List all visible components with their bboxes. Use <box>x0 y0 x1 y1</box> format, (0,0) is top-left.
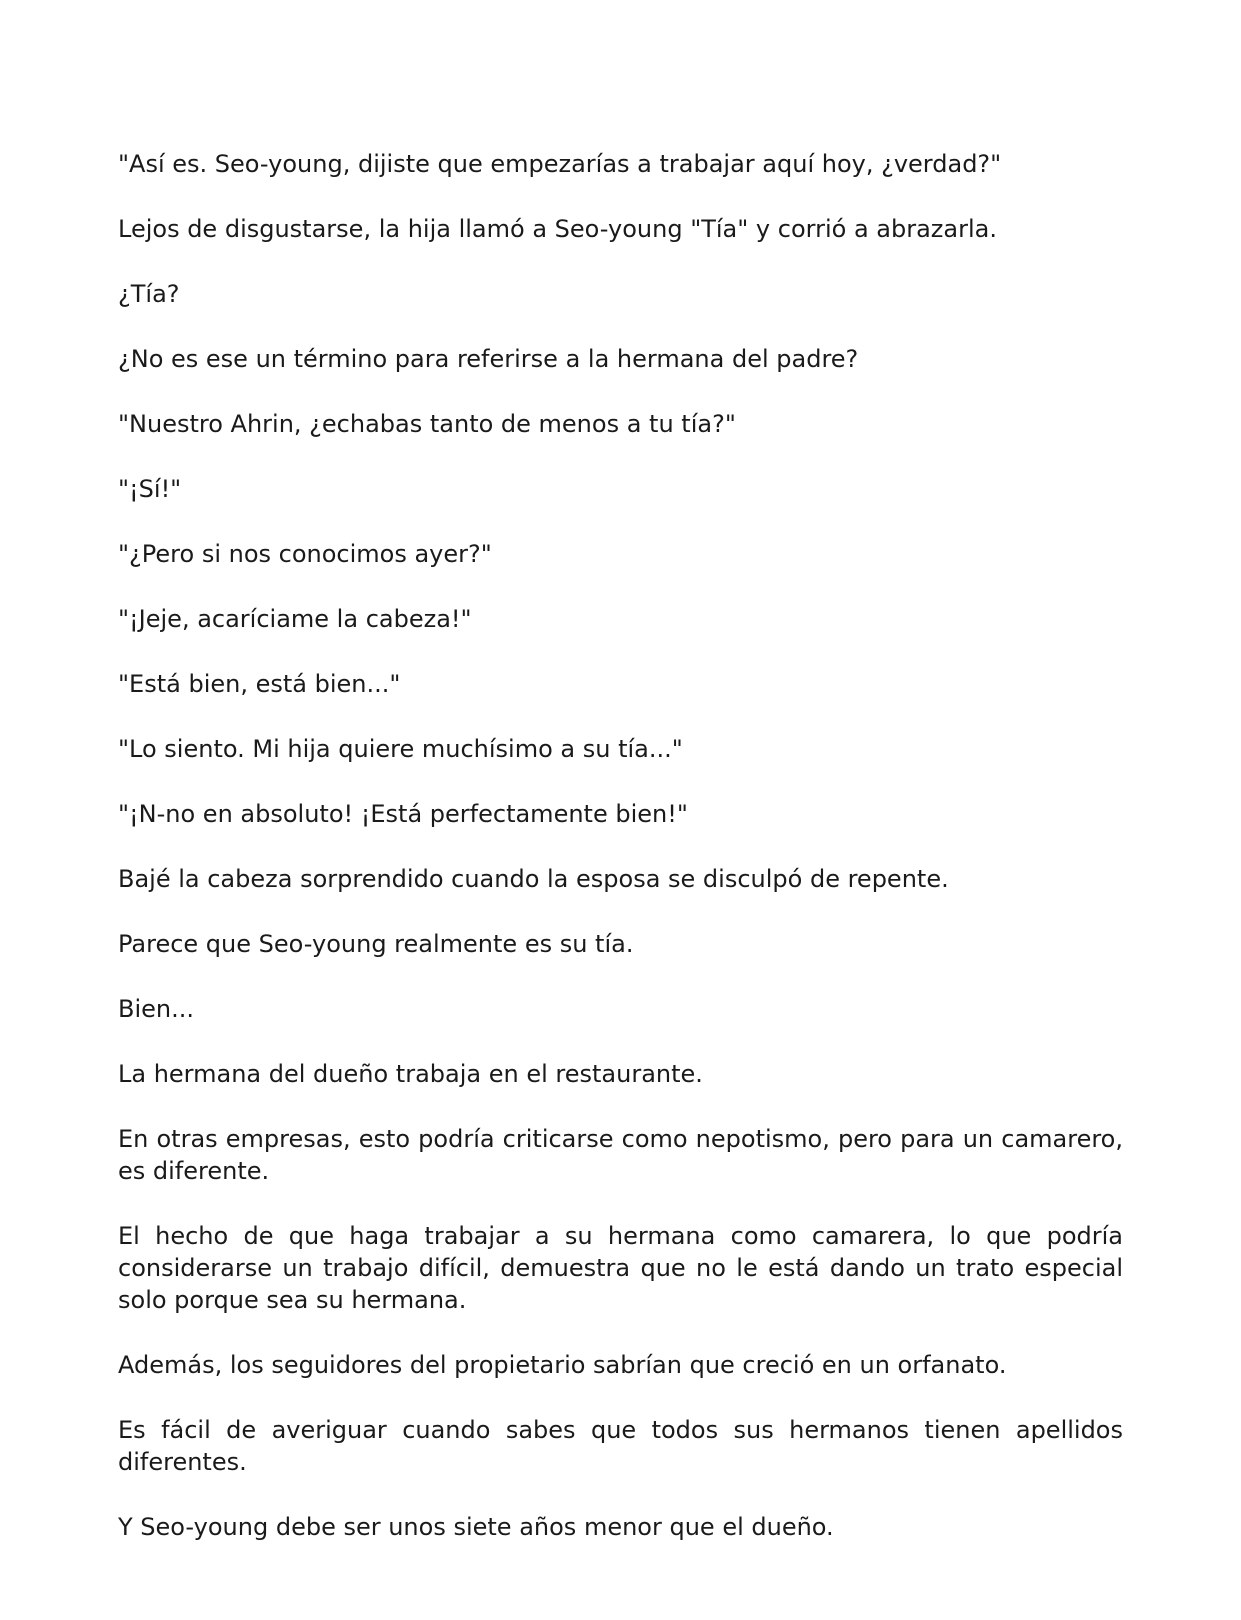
paragraph: "¿Pero si nos conocimos ayer?" <box>118 540 492 568</box>
paragraph: Es fácil de averiguar cuando sabes que todos sus hermanos tienen apellidos diferentes. <box>118 1416 1123 1476</box>
paragraph: ¿No es ese un término para referirse a la hermana del padre? <box>118 345 859 373</box>
paragraph: "Nuestro Ahrin, ¿echabas tanto de menos a tu tía?" <box>118 410 736 438</box>
paragraph: El hecho de que haga trabajar a su hermana como camarera, lo que podría considerarse un trabajo difícil, demuestra que no le está dando un trato especial solo porque sea su hermana. <box>118 1222 1123 1314</box>
paragraph: "Está bien, está bien..." <box>118 670 401 698</box>
paragraph: Lejos de disgustarse, la hija llamó a Seo-young "Tía" y corrió a abrazarla. <box>118 215 997 243</box>
paragraph: Bien... <box>118 995 194 1023</box>
paragraph: Parece que Seo-young realmente es su tía. <box>118 930 634 958</box>
paragraph: "¡Jeje, acaríciame la cabeza!" <box>118 605 472 633</box>
paragraph: "¡Sí!" <box>118 475 182 503</box>
paragraph: En otras empresas, esto podría criticarse como nepotismo, pero para un camarero, es diferente. <box>118 1125 1123 1185</box>
paragraph: "¡N-no en absoluto! ¡Está perfectamente bien!" <box>118 800 688 828</box>
document-page <box>118 148 1123 1576</box>
paragraph: La hermana del dueño trabaja en el restaurante. <box>118 1060 703 1088</box>
paragraph: "Así es. Seo-young, dijiste que empezarías a trabajar aquí hoy, ¿verdad?" <box>118 150 1002 178</box>
paragraph: ¿Tía? <box>118 280 180 308</box>
paragraph: Y Seo-young debe ser unos siete años menor que el dueño. <box>118 1513 834 1541</box>
paragraph: Bajé la cabeza sorprendido cuando la esposa se disculpó de repente. <box>118 865 949 893</box>
paragraph: Además, los seguidores del propietario sabrían que creció en un orfanato. <box>118 1351 1007 1379</box>
paragraph: "Lo siento. Mi hija quiere muchísimo a su tía..." <box>118 735 683 763</box>
